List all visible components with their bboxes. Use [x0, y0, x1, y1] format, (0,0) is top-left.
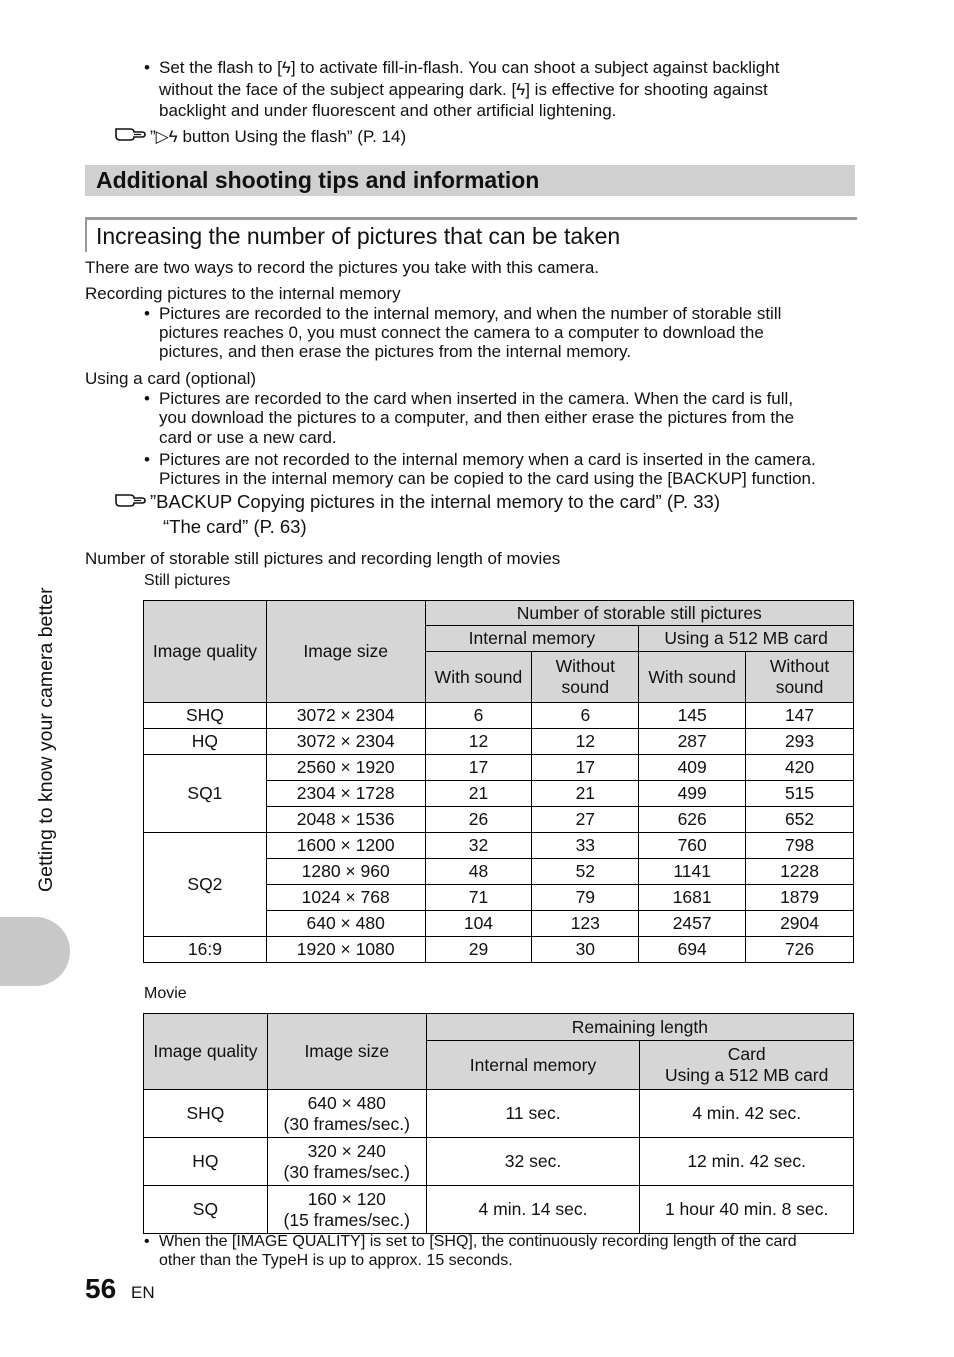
- page-number: 56: [85, 1273, 117, 1304]
- value-cell: 52: [532, 859, 639, 885]
- value-cell: 11 sec.: [426, 1090, 640, 1138]
- header-image-quality: Image quality: [144, 1014, 268, 1090]
- intro-text: There are two ways to record the pictures you take with this camera.: [85, 258, 600, 277]
- value-cell: 4 min. 14 sec.: [426, 1186, 640, 1234]
- section-heading: Additional shooting tips and information: [96, 167, 540, 193]
- size-cell: 2304 × 1728: [266, 781, 425, 807]
- flash-reference: [114, 124, 714, 147]
- value-cell: 71: [425, 885, 532, 911]
- value-cell: 499: [639, 781, 746, 807]
- card-bullet1-line-2: you download the pictures to a computer, and then either erase the pictures from the: [159, 408, 795, 427]
- language-code: EN: [131, 1283, 155, 1302]
- still-pictures-caption: Still pictures: [144, 572, 231, 589]
- value-cell: 287: [639, 729, 746, 755]
- size-cell: 640 × 480: [266, 911, 425, 937]
- backup-reference: [114, 490, 834, 513]
- value-cell: 104: [425, 911, 532, 937]
- header-with-sound: With sound: [639, 652, 746, 703]
- value-cell: 2457: [639, 911, 746, 937]
- size-cell: 2048 × 1536: [266, 807, 425, 833]
- value-cell: 30: [532, 937, 639, 963]
- flash-reference-text: ”▷ϟ button Using the flash” (P. 14): [150, 127, 407, 146]
- quality-cell: HQ: [144, 729, 267, 755]
- value-cell: 17: [425, 755, 532, 781]
- value-cell: 123: [532, 911, 639, 937]
- side-chapter-text: Getting to know your camera better: [35, 587, 57, 892]
- size-cell: 3072 × 2304: [266, 703, 425, 729]
- still-pictures-table: [143, 600, 854, 963]
- table-row: [144, 1138, 854, 1186]
- value-cell: 420: [746, 755, 854, 781]
- value-cell: 12 min. 42 sec.: [640, 1138, 854, 1186]
- table-row: [144, 937, 854, 963]
- value-cell: 79: [532, 885, 639, 911]
- card-bullet2-line-2: Pictures in the internal memory can be copied to the card using the [BACKUP] function.: [159, 469, 816, 488]
- card-reference-text: “The card” (P. 63): [163, 516, 307, 537]
- footnote-line-1: When the [IMAGE QUALITY] is set to [SHQ], the continuously recording length of the card: [159, 1233, 797, 1250]
- card-title: Using a card (optional): [85, 369, 257, 388]
- header-internal-memory: Internal memory: [426, 1041, 640, 1090]
- header-card: Card Using a 512 MB card: [640, 1041, 854, 1090]
- internal-bullet-line-2: pictures reaches 0, you must connect the camera to a computer to download the: [159, 323, 764, 342]
- header-image-quality: Image quality: [144, 601, 267, 703]
- value-cell: 409: [639, 755, 746, 781]
- card-bullet1-line-1: Pictures are recorded to the card when inserted in the camera. When the card is full,: [159, 389, 794, 408]
- header-number-storable: Number of storable still pictures: [425, 601, 853, 626]
- bullet-dot: •: [144, 450, 150, 469]
- movie-table: [143, 1013, 854, 1234]
- section-heading-bar: [85, 165, 855, 196]
- value-cell: 33: [532, 833, 639, 859]
- value-cell: 147: [746, 703, 854, 729]
- bullet-dot: •: [144, 389, 150, 408]
- quality-cell: SQ1: [144, 755, 267, 833]
- size-cell: 320 × 240 (30 frames/sec.): [267, 1138, 426, 1186]
- footnote-line-2: other than the TypeH is up to approx. 15 seconds.: [159, 1252, 513, 1269]
- chapter-tab: [0, 917, 70, 986]
- size-cell: 160 × 120 (15 frames/sec.): [267, 1186, 426, 1234]
- size-cell: 1024 × 768: [266, 885, 425, 911]
- internal-bullet-line-3: pictures, and then erase the pictures from the internal memory.: [159, 342, 632, 361]
- header-image-size: Image size: [267, 1014, 426, 1090]
- value-cell: 48: [425, 859, 532, 885]
- side-chapter-label: [33, 530, 59, 892]
- value-cell: 293: [746, 729, 854, 755]
- value-cell: 27: [532, 807, 639, 833]
- value-cell: 798: [746, 833, 854, 859]
- value-cell: 17: [532, 755, 639, 781]
- size-cell: 1280 × 960: [266, 859, 425, 885]
- table-row: [144, 1186, 854, 1234]
- value-cell: 32 sec.: [426, 1138, 640, 1186]
- subsection-heading: Increasing the number of pictures that can be taken: [96, 223, 621, 249]
- table-row: [144, 755, 854, 781]
- internal-bullet-line-1: Pictures are recorded to the internal memory, and when the number of storable still: [159, 304, 782, 323]
- value-cell: 1879: [746, 885, 854, 911]
- value-cell: 1 hour 40 min. 8 sec.: [640, 1186, 854, 1234]
- quality-cell: SQ: [144, 1186, 268, 1234]
- value-cell: 1681: [639, 885, 746, 911]
- storable-title: Number of storable still pictures and recording length of movies: [85, 549, 561, 568]
- header-internal-memory: Internal memory: [425, 626, 639, 652]
- quality-cell: SQ2: [144, 833, 267, 937]
- quality-cell: 16:9: [144, 937, 267, 963]
- value-cell: 1228: [746, 859, 854, 885]
- quality-cell: SHQ: [144, 703, 267, 729]
- header-image-size: Image size: [266, 601, 425, 703]
- card-bullet1-line-3: card or use a new card.: [159, 428, 337, 447]
- hand-pointer-icon: [114, 490, 150, 513]
- hand-pointer-icon: [114, 124, 150, 147]
- size-cell: 640 × 480 (30 frames/sec.): [267, 1090, 426, 1138]
- table-row: [144, 729, 854, 755]
- value-cell: 6: [425, 703, 532, 729]
- value-cell: 4 min. 42 sec.: [640, 1090, 854, 1138]
- bullet-dot: •: [144, 58, 150, 77]
- value-cell: 726: [746, 937, 854, 963]
- subsection-heading-box: [85, 217, 857, 252]
- internal-memory-title: Recording pictures to the internal memory: [85, 284, 401, 303]
- size-cell: 3072 × 2304: [266, 729, 425, 755]
- value-cell: 652: [746, 807, 854, 833]
- header-without-sound: Without sound: [532, 652, 639, 703]
- movie-caption: Movie: [144, 985, 187, 1002]
- flash-tip-line-1: Set the flash to [ϟ] to activate fill-in-flash. You can shoot a subject against backlight: [159, 58, 780, 77]
- header-with-sound: With sound: [425, 652, 532, 703]
- value-cell: 6: [532, 703, 639, 729]
- value-cell: 32: [425, 833, 532, 859]
- flash-tip-line-3: backlight and under fluorescent and other artificial lightening.: [159, 101, 617, 120]
- value-cell: 694: [639, 937, 746, 963]
- size-cell: 1920 × 1080: [266, 937, 425, 963]
- header-without-sound: Without sound: [746, 652, 854, 703]
- backup-reference-text: ”BACKUP Copying pictures in the internal memory to the card” (P. 33): [150, 491, 720, 512]
- value-cell: 760: [639, 833, 746, 859]
- value-cell: 1141: [639, 859, 746, 885]
- bullet-dot: •: [144, 304, 150, 323]
- value-cell: 29: [425, 937, 532, 963]
- value-cell: 26: [425, 807, 532, 833]
- table-row: [144, 703, 854, 729]
- card-bullet2-line-1: Pictures are not recorded to the internal memory when a card is inserted in the camera.: [159, 450, 816, 469]
- value-cell: 145: [639, 703, 746, 729]
- header-remaining-length: Remaining length: [426, 1014, 853, 1041]
- value-cell: 12: [532, 729, 639, 755]
- table-row: [144, 833, 854, 859]
- size-cell: 2560 × 1920: [266, 755, 425, 781]
- value-cell: 21: [532, 781, 639, 807]
- header-512mb-card: Using a 512 MB card: [639, 626, 854, 652]
- quality-cell: SHQ: [144, 1090, 268, 1138]
- size-cell: 1600 × 1200: [266, 833, 425, 859]
- value-cell: 515: [746, 781, 854, 807]
- quality-cell: HQ: [144, 1138, 268, 1186]
- value-cell: 2904: [746, 911, 854, 937]
- bullet-dot: •: [144, 1233, 150, 1250]
- value-cell: 626: [639, 807, 746, 833]
- value-cell: 12: [425, 729, 532, 755]
- flash-tip-line-2: without the face of the subject appearing dark. [ϟ] is effective for shooting against: [159, 80, 768, 99]
- table-row: [144, 1090, 854, 1138]
- value-cell: 21: [425, 781, 532, 807]
